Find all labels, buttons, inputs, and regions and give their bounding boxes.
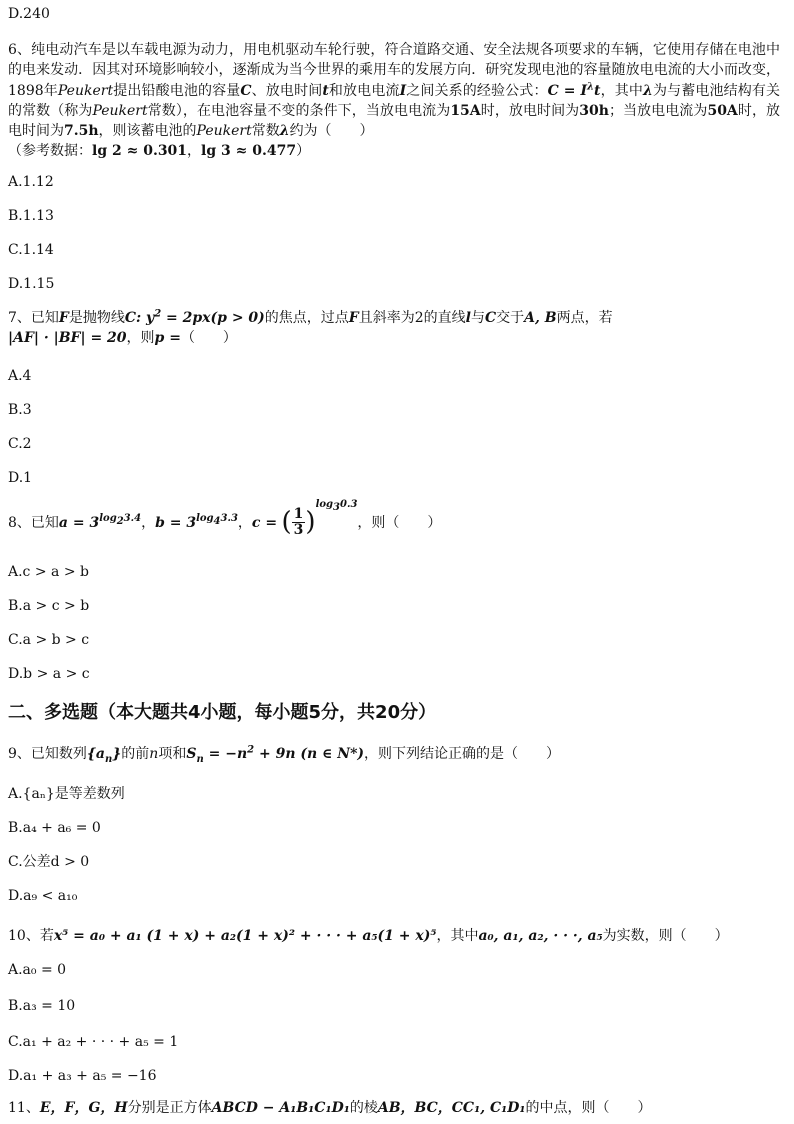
q7-option-a: A.4 bbox=[8, 368, 32, 384]
q7-option-b: B.3 bbox=[8, 402, 32, 418]
q9-option-d: D.a₉ < a₁₀ bbox=[8, 888, 78, 904]
q7-option-d: D.1 bbox=[8, 470, 33, 486]
q6-option-a: A.1.12 bbox=[8, 174, 54, 190]
q9-option-b: B.a₄ + a₆ = 0 bbox=[8, 820, 101, 836]
question-7: 7、已知F是抛物线C: $y^2 = 2px(p > 0)$的焦点，过点F且斜率为2的直线l与C交于A, B两点，若 |AF| · |BF| = 20，则p =（ ） bbox=[8, 308, 613, 347]
q9-option-a: A.{aₙ}是等差数列 bbox=[8, 786, 125, 802]
question-11: 11、E，F，G，H分别是正方体ABCD − A₁B₁C₁D₁的棱AB，BC，CC₁, C₁D₁的中点，则（ ） bbox=[8, 1100, 652, 1116]
q10-option-a: A.a₀ = 0 bbox=[8, 962, 67, 978]
q10-option-c: C.a₁ + a₂ + · · · + a₅ = 1 bbox=[8, 1034, 179, 1050]
peukert-formula: $C = I^\lambda t$ bbox=[547, 80, 601, 99]
q6-option-d: D.1.15 bbox=[8, 276, 55, 292]
q6-option-b: B.1.13 bbox=[8, 208, 54, 224]
question-10: 10、若x⁵ = a₀ + a₁ (1 + x) + a₂(1 + x)² + · · · + a₅(1 + x)⁵，其中a₀, a₁, a₂, · · ·, a₅为实数，则（ ） bbox=[8, 928, 729, 944]
fraction-one-third: $\frac{1}{3}$ bbox=[293, 505, 304, 539]
question-9: 9、已知数列$\{a_n\}$的前n项和$S_n = -n^2 + 9n$ (n ∈ N*)，则下列结论正确的是（ ） bbox=[8, 744, 561, 765]
question-6: 6、纯电动汽车是以车载电源为动力，用电机驱动车轮行驶，符合道路交通、安全法规各项要求的车辆，它使用存储在电池中的电来发动．因其对环境影响较小，逐渐成为当今世界的乘用车的发展方向．研究发现电池的容量随放电电流的大小而改变，1898年Peukert提出铅酸电池的容量C、放电时间t和放电电流I之间关系的经验公式：$C = I^\lambda t$，其中λ为与蓄电池结构有关的常数（称为Peukert常数），在电池容量不变的条件下，当放电电流为15A时，放电时间为30h；当放电电流为50A时，放电时间为7.5h，则该蓄电池的Peukert常数λ约为（ ） （参考数据：lg 2 ≈ 0.301，lg 3 ≈ 0.477） bbox=[8, 42, 781, 160]
q7-option-c: C.2 bbox=[8, 436, 32, 452]
section-2-title: 二、多选题（本大题共4小题，每小题5分，共20分） bbox=[8, 702, 437, 723]
q9-option-c: C.公差d > 0 bbox=[8, 854, 90, 870]
question-8: 8、已知$a = 3^{log_23.4}$，$b = 3^{log_43.3}$，c = ( $\frac{1}{3}$ )$^{log_30.3}$，则（ ） bbox=[8, 499, 442, 539]
q10-option-d: D.a₁ + a₃ + a₅ = −16 bbox=[8, 1068, 157, 1084]
q6-option-c: C.1.14 bbox=[8, 242, 54, 258]
q5-option-d: D.240 bbox=[8, 6, 50, 22]
q8-option-d: D.b > a > c bbox=[8, 666, 90, 682]
q8-option-b: B.a > c > b bbox=[8, 598, 90, 614]
q8-option-a: A.c > a > b bbox=[8, 564, 89, 580]
q10-option-b: B.a₃ = 10 bbox=[8, 998, 76, 1014]
q8-option-c: C.a > b > c bbox=[8, 632, 90, 648]
